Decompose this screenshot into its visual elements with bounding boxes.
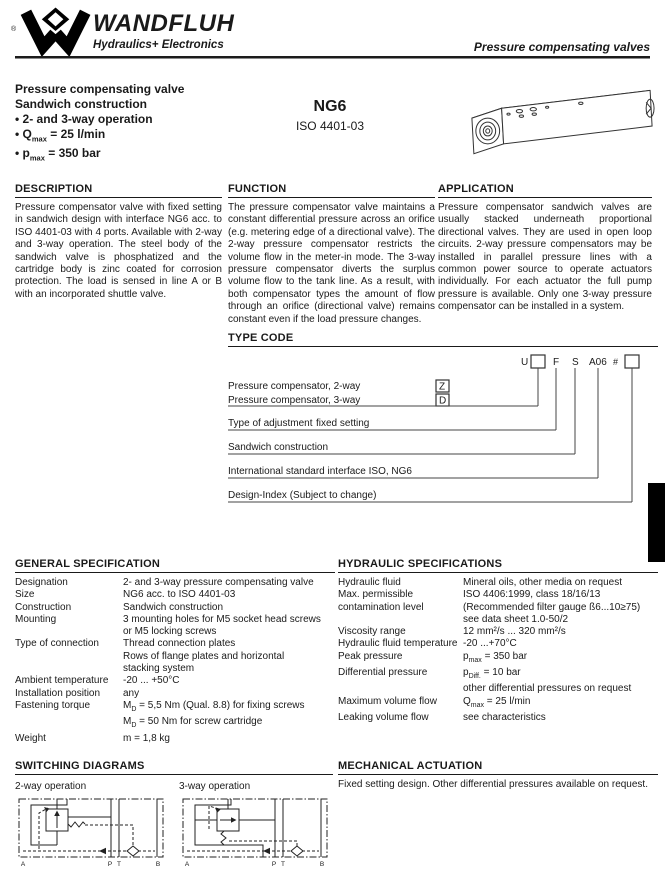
type-code-heading: TYPE CODE [228, 332, 658, 347]
general-specification-section [15, 558, 335, 745]
valve-isometric-drawing [462, 82, 660, 177]
description-section [15, 183, 222, 301]
spec-row-value: $p_{max} = 350$ bar [463, 650, 528, 664]
port-label-b: B [319, 861, 325, 868]
type-code-letter-a06: A06 [589, 357, 607, 368]
spec-row [15, 614, 335, 639]
spec-row-label: Designation [15, 577, 68, 588]
spec-row-value: 12 mm²/s ... 320 mm²/s [463, 626, 566, 638]
spec-row [338, 712, 658, 724]
brand-block [93, 10, 234, 51]
page-edge-tab [648, 483, 665, 562]
general-specification-heading: GENERAL SPECIFICATION [15, 558, 335, 573]
spec-row-value: m = 1,8 kg [123, 732, 170, 744]
spec-row [338, 589, 658, 626]
general-specification-table [15, 577, 335, 745]
spec-row-label: Peak pressure [338, 650, 403, 662]
type-code-letter-s: S [572, 357, 579, 368]
spec-row-value: ISO 4406:1999, class 18/16/13 (Recommended filter gauge ß6...10≥75) see data sheet 1.0-50/2 [463, 589, 641, 625]
port-label-p: P [107, 861, 113, 868]
port-label-t: T [281, 861, 285, 868]
spec-row-value: 2- and 3-way pressure compensating valve [123, 577, 314, 588]
spec-row [338, 626, 658, 638]
spec-row-value: -20 ...+70°C [463, 638, 517, 650]
spec-row-label: Type of connection [15, 638, 99, 650]
hydraulic-specifications-heading: HYDRAULIC SPECIFICATIONS [338, 558, 658, 573]
spec-row-label: Viscosity range [338, 626, 406, 638]
spec-row [15, 589, 335, 601]
wandfluh-logo-icon [15, 6, 93, 56]
spec-row-value: -20 ... +50°C [123, 675, 180, 687]
type-code-row-interface-label: International standard interface ISO, NG6 [228, 466, 412, 477]
port-label-a: A [20, 861, 26, 868]
spec-row-value: any [123, 687, 140, 699]
spec-row [15, 733, 335, 745]
application-section [438, 183, 652, 314]
type-code-diagram [228, 351, 658, 516]
type-code-2way-code: Z [439, 381, 446, 393]
spec-row [15, 638, 335, 675]
type-code-row-2way-label: Pressure compensator, 2-way [228, 381, 361, 392]
diagram-3way-schematic [179, 795, 331, 873]
model-standard: ISO 4401-03 [295, 119, 365, 133]
spec-row [15, 675, 335, 687]
spec-row [338, 667, 658, 696]
spec-row-value: $p_{Diff.} = 10$ bar other differential pressures on request [463, 667, 632, 695]
product-title-line2: Sandwich construction [15, 97, 148, 111]
type-code-letter-u: U [521, 357, 529, 368]
description-heading: DESCRIPTION [15, 183, 222, 198]
type-code-3way-code: D [439, 395, 447, 407]
spec-row-value: see characteristics [463, 711, 546, 723]
product-title-block [15, 82, 230, 166]
model-name: NG6 [313, 98, 347, 115]
diagram-2way-label: 2-way operation [15, 781, 87, 792]
spec-row-label: Max. permissible contamination level [338, 589, 424, 613]
spec-row-value: 3 mounting holes for M5 socket head screws or M5 locking screws [123, 613, 321, 638]
application-heading: APPLICATION [438, 183, 652, 198]
mechanical-actuation-heading: MECHANICAL ACTUATION [338, 760, 658, 775]
function-heading: FUNCTION [228, 183, 435, 198]
spec-row [15, 700, 335, 733]
spec-row [15, 602, 335, 614]
spec-row-label: Fastening torque [15, 699, 91, 711]
spec-row-value: $M_D = 5,5$ Nm (Qual. 8.8) for fixing screws $M_D = 50$ Nm for screw cartridge [123, 699, 305, 730]
switching-diagrams-section [15, 760, 333, 878]
spec-row-value: NG6 acc. to ISO 4401-03 [123, 589, 236, 601]
type-code-section [228, 332, 658, 521]
document-title: Pressure compensating valves [473, 40, 650, 54]
diagram-2way [15, 781, 169, 878]
spec-row-label: Differential pressure [338, 667, 428, 679]
spec-row-label: Ambient temperature [15, 675, 109, 687]
type-code-letter-f: F [553, 357, 560, 368]
brand-subtitle: Hydraulics+ Electronics [93, 39, 224, 51]
spec-row-label: Installation position [15, 687, 101, 699]
model-block [255, 98, 405, 133]
spec-row-label: Maximum volume flow [338, 695, 437, 707]
type-code-row-adjustment-value: fixed setting [316, 418, 370, 429]
spec-row-value: Sandwich construction [123, 601, 224, 613]
mechanical-actuation-section [338, 760, 658, 791]
hydraulic-specifications-section [338, 558, 658, 724]
registered-mark: ® [11, 26, 17, 33]
port-label-b: B [155, 861, 161, 868]
mechanical-actuation-body: Fixed setting design. Other differential pressures available on request. [338, 779, 648, 790]
type-code-row-sandwich-label: Sandwich construction [228, 442, 329, 453]
application-body: Pressure compensator sandwich valves are usually stacked underneath proportional directional valves. They are used in open loop circuits. 2-way pressure compensators may be installed in parallel pressure lines with a common power source to operate actuators individually. For each actuator the full pump pressure is available. Only one 3-way pressure compensator can be installed in a system. [438, 202, 652, 313]
diagram-2way-schematic [15, 795, 167, 873]
spec-row-value: $Q_{max} = 25$ l/min [463, 695, 531, 709]
spec-row [338, 577, 658, 589]
description-body: Pressure compensator valve with fixed setting in sandwich design with interface NG6 acc. to ISO 4401-03 with 4 ports. Available with 2-way and 3-way operation. The steel body of the sandwich valve is phosphatized and the cartridge body is zinc coated for corrosion protection. The load is sensed in line A or B with an incorporated shuttle valve. [15, 202, 222, 300]
spec-row-value: Mineral oils, other media on request [463, 577, 622, 588]
hydraulic-specifications-table [338, 577, 658, 724]
type-code-box-2 [625, 355, 639, 368]
feature-bullet-3: • $p_{max} = 350$ bar [15, 146, 101, 163]
spec-row-label: Mounting [15, 613, 57, 625]
port-label-a: A [184, 861, 190, 868]
spec-row [15, 577, 335, 589]
feature-bullet-2: • $Q_{max} = 25$ l/min [15, 127, 106, 144]
spec-row [338, 651, 658, 667]
brand-name: WANDFLUH [93, 10, 235, 37]
switching-diagrams-heading: SWITCHING DIAGRAMS [15, 760, 333, 775]
spec-row-label: Leaking volume flow [338, 711, 429, 723]
diagram-3way-label: 3-way operation [179, 781, 251, 792]
spec-row-label: Hydraulic fluid temperature [338, 638, 458, 650]
function-section [228, 183, 435, 326]
feature-bullet-1: • 2- and 3-way operation [15, 112, 153, 126]
type-code-box-1 [531, 355, 545, 368]
port-label-t: T [117, 861, 121, 868]
spec-row-label: Size [15, 589, 35, 601]
function-body: The pressure compensator valve maintains a constant differential pressure across an orifice (e.g. metering edge of a directional valve). The 2-way pressure compensator restricts the volume flow in the meter-in mode. The 3-way pressure compensator diverts the surplus volume flow to the tank line. As a result, with both compensator types the amount of flow through an orifice (directional valve) remains constant even if the load pressure changes. [228, 202, 435, 325]
diagram-3way [179, 781, 333, 878]
spec-row [338, 696, 658, 712]
type-code-row-adjustment-label: Type of adjustment [228, 418, 313, 429]
port-label-p: P [271, 861, 277, 868]
spec-row [15, 688, 335, 700]
type-code-hash: # [613, 357, 619, 367]
header-rule [15, 56, 650, 59]
spec-row-label: Construction [15, 601, 72, 613]
type-code-row-3way-label: Pressure compensator, 3-way [228, 395, 361, 406]
spec-row [338, 638, 658, 650]
product-title-line1: Pressure compensating valve [15, 82, 185, 96]
spec-row-value: Thread connection plates Rows of flange plates and horizontal stacking system [123, 638, 285, 675]
spec-row-label: Hydraulic fluid [338, 577, 401, 588]
spec-row-label: Weight [15, 732, 46, 744]
type-code-row-design-label: Design-Index (Subject to change) [228, 490, 377, 501]
